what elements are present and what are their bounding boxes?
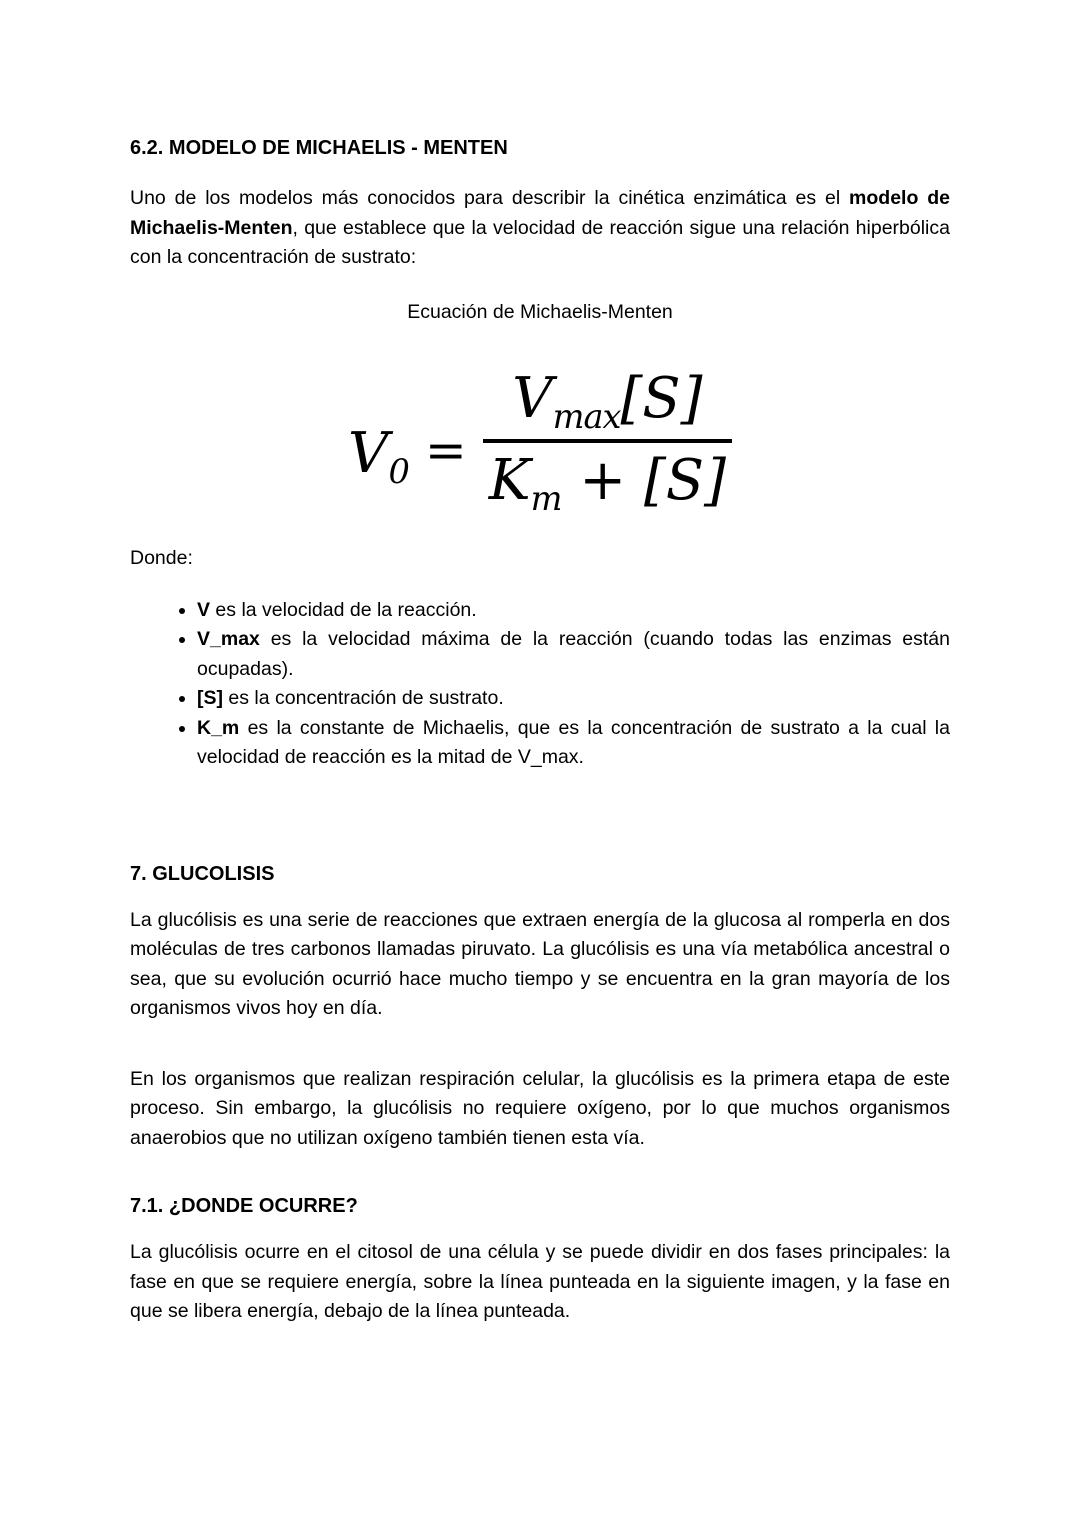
section-heading-7: 7. GLUCOLISIS (130, 862, 275, 885)
glycolysis-paragraph-1: La glucólisis es una serie de reacciones que extraen energía de la glucosa al romperla en dos moléculas de tres carbonos llamadas piruvato. La glucólisis es una vía metabólica ancestral o sea, que su evolución ocurrió hace mucho tiempo y se encuentra en la gran mayoría de los organismos vivos hoy en día. (130, 908, 950, 1019)
term-s-definition: es la concentración de sustrato. (223, 687, 504, 709)
definitions-list (130, 596, 950, 773)
section-heading-6-2: 6.2. MODELO DE MICHAELIS - MENTEN (130, 137, 508, 159)
term-vmax-definition: es la velocidad máxima de la reacción (cuando todas las enzimas están ocupadas). (197, 628, 950, 680)
equation-numerator-base: V (512, 365, 553, 431)
list-item-v (197, 596, 950, 626)
equation-lhs (347, 398, 409, 491)
equation-caption: Ecuación de Michaelis-Menten (407, 300, 673, 323)
term-s: [S] (197, 687, 223, 709)
equation-denominator-subscript: m (530, 478, 562, 518)
intro-text-bold: modelo de Michaelis-Menten (130, 187, 950, 239)
term-v: V (197, 598, 211, 621)
equation-lhs-subscript: 0 (388, 451, 409, 491)
list-item-vmax (197, 625, 950, 684)
intro-paragraph (130, 184, 950, 273)
term-km: K_m (197, 716, 240, 739)
equation-lhs-base: V (347, 420, 389, 486)
equation-numerator-subscript: max (552, 396, 621, 436)
term-v-definition: es la velocidad de la reacción. (210, 598, 477, 621)
list-item-km (197, 714, 950, 773)
glycolysis-paragraph-2: En los organismos que realizan respiración celular, la glucólisis es la primera etapa de este proceso. Sin embargo, la glucólisis no requiere oxígeno, por lo que muchos organismos anaerobios que no utilizan oxígeno también tienen esta vía. (130, 1067, 950, 1149)
equation-fraction (483, 365, 732, 518)
michaelis-menten-equation (130, 365, 950, 518)
section-heading-7-1: 7.1. ¿DONDE OCURRE? (130, 1195, 358, 1217)
equation-numerator-substrate: [S] (620, 365, 703, 431)
list-item-s (197, 684, 950, 714)
document-content (0, 133, 1080, 1327)
term-km-definition: es la constante de Michaelis, que es la concentración de sustrato a la cual la velocidad de reacción es la mitad de V_max. (197, 716, 950, 768)
intro-text-after: , que establece que la velocidad de reacción sigue una relación hiperbólica con la concentración de sustrato: (130, 216, 950, 268)
equation-numerator (506, 367, 708, 439)
intro-text-before: Uno de los modelos más conocidos para describir la cinética enzimática es el (130, 187, 850, 209)
term-vmax: V_max (197, 628, 260, 650)
donde-label: Donde: (130, 547, 193, 569)
equation-equals-sign: = (424, 420, 467, 479)
equation-denominator-rest: + [S] (579, 447, 726, 513)
donde-ocurre-paragraph: La glucólisis ocurre en el citosol de una célula y se puede dividir en dos fases principales: la fase en que se requiere energía, sobre la línea punteada en la siguiente imagen, y la fase en que se libera energía, debajo de la línea punteada. (130, 1241, 950, 1322)
equation-denominator-base: K (488, 447, 531, 513)
equation-denominator (483, 443, 732, 518)
